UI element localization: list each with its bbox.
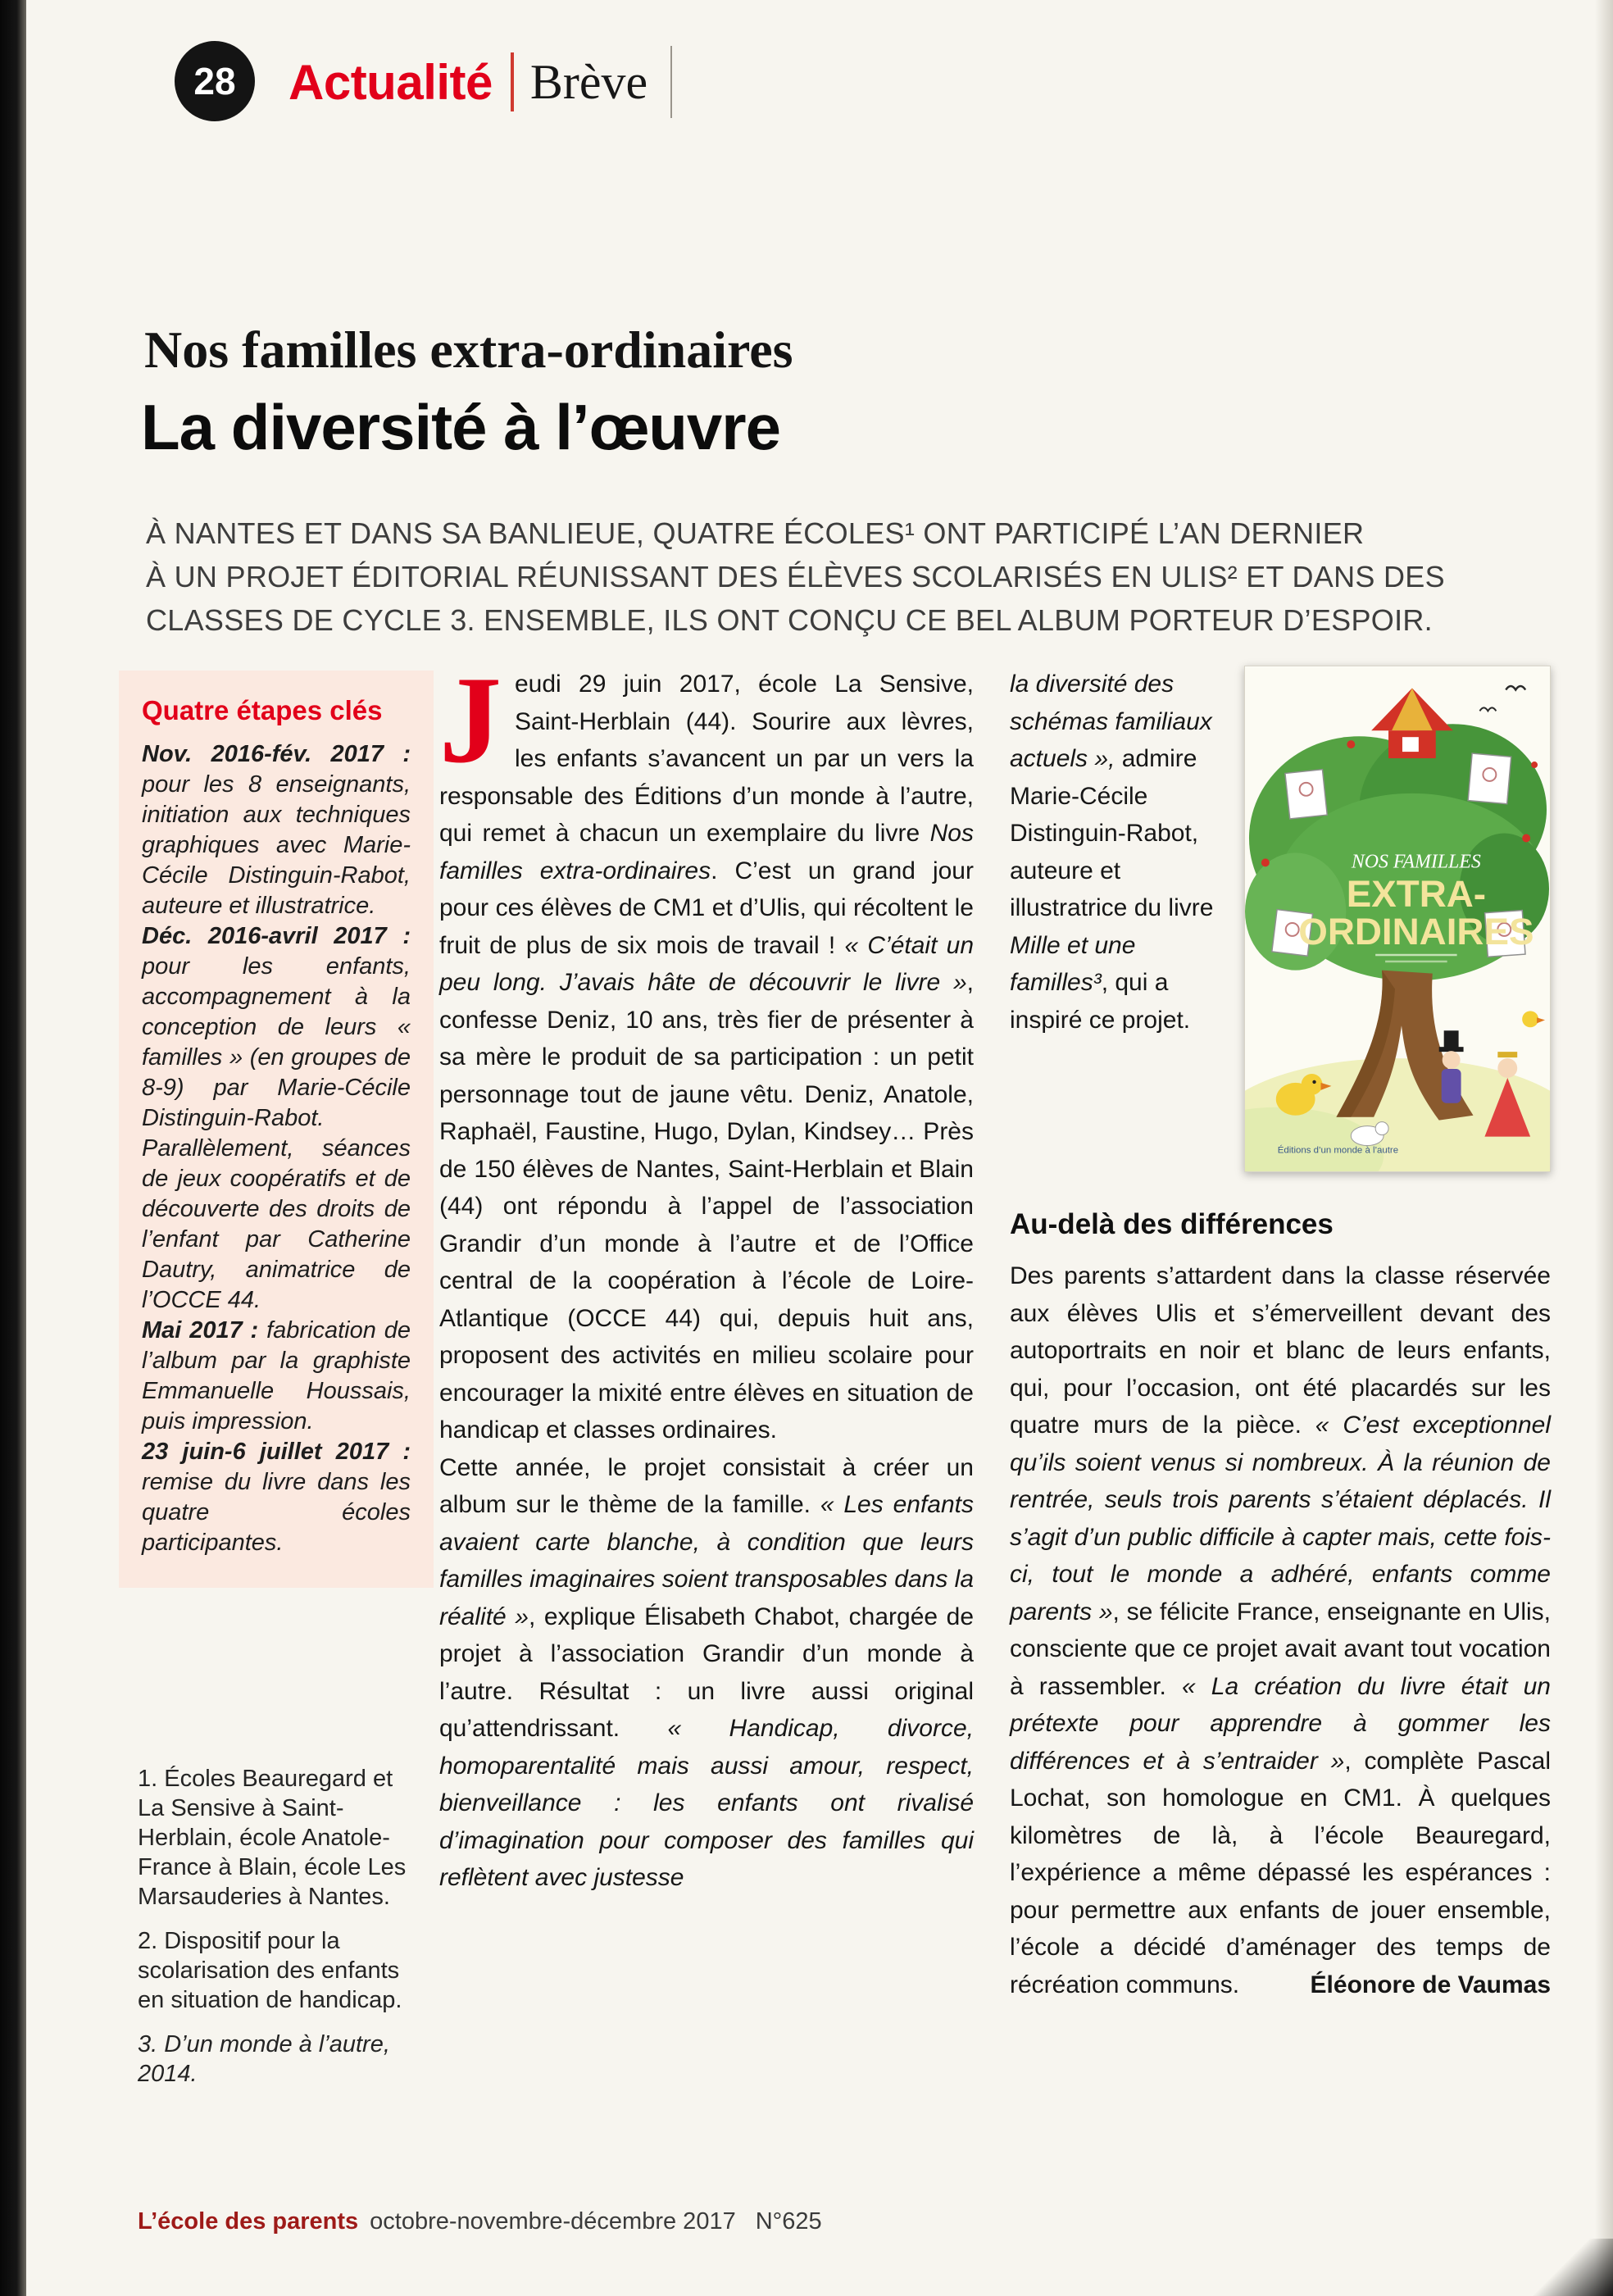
subhead-differences: Au-delà des différences [1010,1208,1334,1240]
key-steps-box [119,671,434,1588]
article-column-right [1010,666,1551,2003]
text-run: eudi 29 juin 2017, école La Sensive, Saint-Herblain (44). Sourire aux lèvres, les enfants s’avancent un par un vers la responsable des Éditions d’un monde à l’autre, qui remet à chacun un exemplaire du livre [439,671,974,847]
book-cover-illustration [1245,666,1550,1171]
article-paragraph-3 [1010,1257,1551,2003]
text-run-italic: « La création du livre était un prétexte pour apprendre à gommer les différences et à s’entraider » [1010,1672,1551,1775]
key-step-text: fabrication de l’album par la graphiste Emmanuelle Houssais, puis impression. [142,1317,411,1434]
footnote-2: 2. Dispositif pour la scolarisation des enfants en situation de handicap. [138,1928,402,2013]
text-run: , explique Élisabeth Chabot, chargée de projet à l’association Grandir d’un monde à l’autre. Résultat : un livre aussi original qu’attendrissant. [439,1603,974,1742]
text-run: , complète Pascal Lochat, son homologue en CM1. À quelques kilomètres de là, à l’école Beauregard, l’expérience a même dépassé les espérances : pour permettre aux enfants de jouer ensemble, l’école a décidé d’aménager des temps de récréation communs. [1010,1747,1551,1998]
text-run-italic: « C’est exceptionnel qu’ils soient venus si nombreux. À la réunion de rentrée, seuls trois parents s’étaient déplacés. Il s’agit d’un public difficile à capter mais, cette fois-ci, tout le monde a adhéré, enfants comme parents » [1010,1412,1551,1625]
key-steps-title: Quatre étapes clés [142,695,383,725]
scan-edge-left [0,0,26,2296]
issue-number: N°625 [755,2208,822,2235]
key-step-text: pour les 8 enseignants, initiation aux techniques graphiques avec Marie-Cécile Distinguin-Rabot, auteure et illustratrice. [142,771,411,919]
key-step [142,1316,411,1437]
article-paragraph-2 [439,1449,974,1897]
key-step [142,921,411,1316]
section-header [289,43,672,121]
text-run-italic: « Handicap, divorce, homoparentalité mais aussi amour, respect, bienveillance : les enfants ont rivalisé d’imagination pour composer des familles qui reflètent avec justesse [439,1715,974,1891]
text-run: admire Marie-Cécile Distinguin-Rabot, auteure et illustratrice du livre [1010,745,1214,921]
magazine-name: L’école des parents [138,2208,359,2235]
key-step [142,1437,411,1558]
text-run: Cette année, le projet consistait à créer un album sur le thème de la famille. [439,1453,974,1518]
article-paragraph-1 [439,651,975,1449]
article-column-main [439,651,975,1897]
bride-figure [1497,1058,1517,1078]
key-step [142,739,411,921]
footnote-1: 1. Écoles Beauregard et La Sensive à Saint-Herblain, école Anatole-France à Blain, école Les Marsauderies à Nantes. [138,1766,407,1910]
text-run-italic: Mille et une familles³ [1010,931,1136,996]
text-run: Des parents s’attardent dans la classe réservée aux élèves Ulis et s’émerveillent devant des autoportraits en noir et blanc de leurs enfants, qui, pour l’occasion, ont été placardés sur les quatre murs de la pièce. [1010,1262,1551,1439]
text-run-italic: Nos familles extra-ordinaires [439,820,974,884]
standfirst [146,511,1445,642]
key-step-text: remise du livre dans les quatre écoles participantes. [142,1469,411,1556]
key-step-date: 23 juin-6 juillet 2017 : [142,1439,411,1465]
text-run-italic: « Les enfants avaient carte blanche, à condition que leurs familles imaginaires soient transposables dans la réalité » [439,1491,975,1630]
header-divider-red [511,52,514,111]
page-number-badge [175,41,255,121]
page-footer [138,2208,822,2235]
key-step-date: Déc. 2016-avril 2017 : [142,923,411,949]
standfirst-line: CLASSES DE CYCLE 3. ENSEMBLE, ILS ONT CONÇU CE BEL ALBUM PORTEUR D’ESPOIR. [146,603,1433,637]
text-run: , qui a inspiré ce projet. [1010,969,1191,1034]
scan-edge-right [1595,0,1613,2296]
text-run: , confesse Deniz, 10 ans, très fier de présenter à sa mère le produit de sa participation : un petit personnage tout de jaune vêtu. Deniz, Anatole, Raphaël, Faustine, Hugo, Dylan, Kindsey… Près de 150 élèves de Nantes, Saint-Herblain et Blain (44) ont répondu à l’appel de l’association Grandir d’un monde à l’autre et de l’Office central de la coopération à l’école de Loire-Atlantique (OCCE 44) qui, depuis huit ans, proposent des activités en milieu scolaire pour encourager la mixité entre élèves en situation de handicap et classes ordinaires. [439,969,974,1444]
footnote-3: 3. D’un monde à l’autre, 2014. [138,2031,390,2087]
standfirst-line: À UN PROJET ÉDITORIAL RÉUNISSANT DES ÉLÈVES SCOLARISÉS EN ULIS² ET DANS DES [146,560,1445,593]
text-run: , se félicite France, enseignante en Ulis, consciente que ce projet avait avant tout vocation à rassembler. [1010,1598,1551,1700]
article-kicker: Nos familles extra-ordinaires [144,321,793,379]
cover-title-line2: EXTRA- [1346,873,1487,916]
cover-title-line3: ORDINAIRES [1298,910,1534,952]
text-run-italic: la diversité des schémas familiaux actuels », [1010,671,1212,772]
header-divider-gray [670,46,672,118]
dropcap-letter: J [439,651,502,789]
cover-title-small: NOS FAMILLES [1351,851,1481,873]
subsection-label: Brève [529,54,648,109]
yellow-bird-figure [1522,1011,1538,1027]
author-byline: Éléonore de Vaumas [1310,1971,1551,1998]
issue-date: octobre-novembre-décembre 2017 [370,2208,736,2235]
key-step-date: Nov. 2016-fév. 2017 : [142,741,411,767]
right-top-block [1010,666,1551,1172]
cover-publisher: Éditions d’un monde à l’autre [1277,1145,1399,1156]
book-cover-image [1244,666,1551,1172]
text-run: . C’est un grand jour pour ces élèves de CM1 et d’Ulis, qui récoltent le fruit de plus de six mois de travail ! [439,857,974,959]
key-step-text: pour les enfants, accompagnement à la conception de leurs « familles » (en groupes de 8-9) par Marie-Cécile Distinguin-Rabot. Parallèlement, séances de jeux coopératifs et de découverte des droits de l’enfant par Catherine Dautry, animatrice de l’OCCE 44. [142,953,411,1313]
scan-edge-corner [1523,2239,1613,2296]
article-continuation [1010,666,1216,1039]
footnotes [138,1764,408,2103]
article-headline: La diversité à l’œuvre [141,391,780,463]
text-run-italic: « C’était un peu long. J’avais hâte de découvrir le livre » [439,931,975,996]
section-label: Actualité [289,54,493,110]
page-number: 28 [193,60,236,102]
key-step-date: Mai 2017 : [142,1317,259,1344]
standfirst-line: À NANTES ET DANS SA BANLIEUE, QUATRE ÉCOLES¹ ONT PARTICIPÉ L’AN DERNIER [146,516,1365,550]
